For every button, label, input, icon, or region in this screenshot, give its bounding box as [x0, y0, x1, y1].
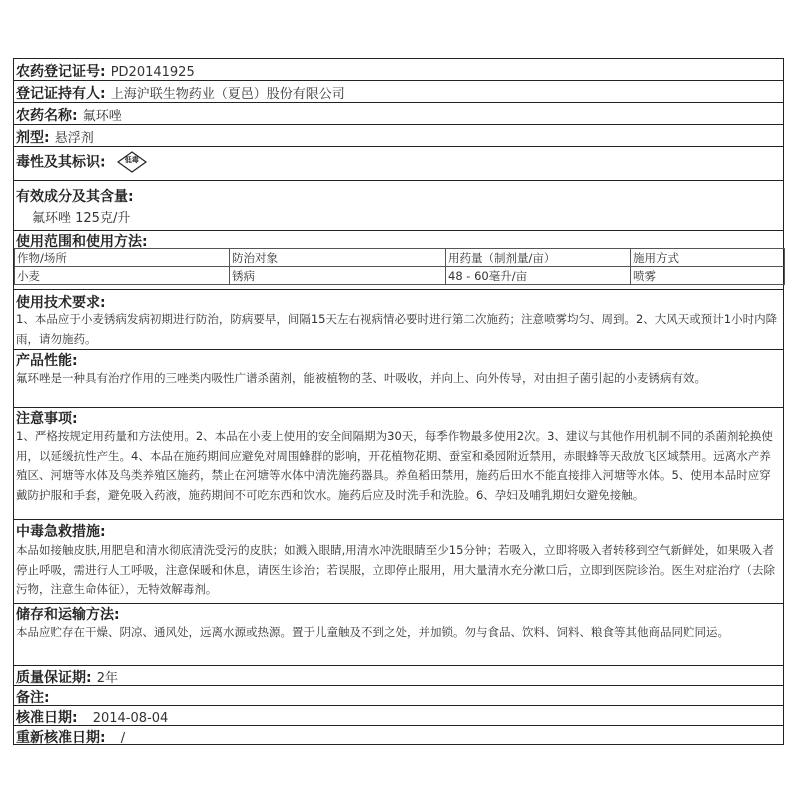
pesticide-name-section — [14, 103, 783, 125]
toxicity-label: 毒性及其标识: — [16, 154, 106, 171]
first-aid-label: 中毒急救措施: — [16, 524, 106, 540]
usage-cell-target: 锈病 — [230, 267, 446, 285]
registration-number-section — [14, 59, 783, 81]
approval-date-section — [14, 706, 783, 726]
storage-section — [14, 604, 783, 666]
storage-label: 储存和运输方法: — [16, 607, 120, 623]
registration-number-label: 农药登记证号: — [16, 64, 106, 80]
reapproval-date-label: 重新核准日期: — [16, 730, 106, 746]
tech-requirements-label: 使用技术要求: — [16, 295, 106, 311]
usage-cell-dosage: 48 - 60毫升/亩 — [446, 267, 631, 285]
performance-text: 氟环唑是一种具有治疗作用的三唑类内吸性广谱杀菌剂，能被植物的茎、叶吸收，并向上、向外传导，对由担子菌引起的小麦锈病有效。 — [16, 371, 706, 385]
approval-date-value: 2014-08-04 — [92, 711, 169, 726]
first-aid-section — [14, 520, 783, 604]
reapproval-date-section — [14, 726, 783, 746]
usage-cell-method: 喷雾 — [631, 267, 785, 285]
ingredient-section — [14, 181, 783, 231]
warranty-section — [14, 666, 783, 686]
cautions-text: 1、严格按规定用药量和方法使用。2、本品在小麦上使用的安全间隔期为30天，每季作物最多使用2次。3、建议与其他作用机制不同的杀菌剂轮换使用，以延缓抗性产生。4、本品在施药期间应避免对周围蜂群的影响，开花植物花期、蚕室和桑园附近禁用，赤眼蜂等天敌放飞区域禁用。远离水产养殖区、河塘等水体及鸟类养殖区施药，禁止在河塘等水体中清洗施药器具。养鱼稻田禁用，施药后田水不能直接排入河塘等水体。5、使用本品时应穿戴防护服和手套，避免吸入药液，施药期间不可吃东西和饮水。施药后应及时洗手和洗脸。6、孕妇及哺乳期妇女避免接触。 — [16, 429, 773, 502]
performance-section — [14, 350, 783, 408]
diamond-toxicity-icon — [117, 151, 147, 173]
formulation-section — [14, 125, 783, 147]
formulation-value: 悬浮剂 — [54, 131, 94, 146]
remarks-section — [14, 686, 783, 706]
usage-header-crop: 作物/场所 — [15, 249, 230, 267]
usage-header-dosage: 用药量（制剂量/亩） — [446, 249, 631, 267]
usage-cell-crop: 小麦 — [15, 267, 230, 285]
approval-date-label: 核准日期: — [16, 710, 78, 726]
holder-section — [14, 81, 783, 103]
pesticide-label-document — [13, 58, 784, 745]
holder-label: 登记证持有人: — [16, 86, 106, 102]
usage-header-target: 防治对象 — [230, 249, 446, 267]
reapproval-date-value: / — [120, 731, 126, 746]
cautions-section — [14, 408, 783, 520]
tech-requirements-text: 1、本品应于小麦锈病发病初期进行防治，防病要早，间隔15天左右视病情必要时进行第二次施药；注意喷雾均匀、周到。2、大风天或预计1小时内降雨，请勿施药。 — [16, 312, 778, 346]
remarks-label: 备注: — [16, 690, 50, 706]
ingredient-label: 有效成分及其含量: — [16, 189, 134, 205]
tech-requirements-section — [14, 290, 783, 350]
warranty-label: 质量保证期: — [16, 670, 92, 686]
first-aid-text: 本品如接触皮肤,用肥皂和清水彻底清洗受污的皮肤；如溅入眼睛,用清水冲洗眼睛至少15分钟；若吸入，立即将吸入者转移到空气新鲜处，如果吸入者停止呼吸，需进行人工呼吸，注意保暖和休息，请医生诊治；若误服，立即停止服用，用大量清水充分漱口后，立即到医院诊治。医生对症治疗（去除污物，注意生命体征），无特效解毒剂。 — [16, 543, 775, 596]
performance-label: 产品性能: — [16, 353, 78, 369]
table-row — [15, 267, 785, 285]
toxicity-section — [14, 147, 783, 181]
usage-label: 使用范围和使用方法: — [16, 234, 148, 250]
storage-text: 本品应贮存在干燥、阴凉、通风处，远离水源或热源。置于儿童触及不到之处，并加锁。勿与食品、饮料、饲料、粮食等其他商品同贮同运。 — [16, 625, 729, 639]
pesticide-name-value: 氟环唑 — [82, 109, 122, 124]
pesticide-name-label: 农药名称: — [16, 108, 78, 124]
holder-value: 上海沪联生物药业（夏邑）股份有限公司 — [110, 87, 345, 102]
formulation-label: 剂型: — [16, 130, 50, 146]
cautions-label: 注意事项: — [16, 411, 78, 427]
registration-number-value: PD20141925 — [110, 65, 195, 80]
usage-table — [14, 248, 785, 285]
usage-section — [14, 231, 783, 290]
toxicity-badge-text: 低毒 — [124, 156, 139, 164]
ingredient-value: 氟环唑 125克/升 — [32, 211, 131, 226]
usage-table-header-row — [15, 249, 785, 267]
usage-header-method: 施用方式 — [631, 249, 785, 267]
warranty-value: 2年 — [96, 671, 118, 686]
